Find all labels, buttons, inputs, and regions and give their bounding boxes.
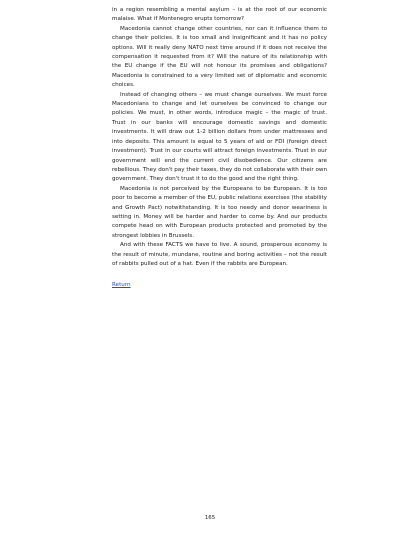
return-link[interactable]: Return (112, 282, 131, 289)
paragraph-5: And with these FACTS we have to live. A sound, prosperous economy is the result of minute, mundane, routine and boring activities – not the result of rabbits pulled out of a hat. Even if the rabbits are European. (112, 242, 327, 267)
document-page (112, 6, 327, 290)
paragraph-1: in a region resembling a mental asylum – is at the root of our economic malaise. What if Montenegro erupts tomorrow? (112, 7, 327, 23)
page-number: 165 (204, 515, 216, 521)
paragraph-4: Macedonia is not perceived by the Europeans to be European. It is too poor to become a member of the EU, public relations exercises (the stability and Growth Pact) notwithstanding. It is too needy and donor weariness is setting in. Money will be harder and harder to come by. And our products compete head on with European products protected and promoted by the strongest lobbies in Brussels. (112, 185, 327, 239)
paragraph-3: Instead of changing others – we must change ourselves. We must force Macedonians to change and let ourselves be convinced to change our policies. We must, in other words, introduce magic – the magic of trust. Trust in our banks will encourage domestic savings and domestic investments. It will draw out 1-2 billion dollars from under mattresses and into deposits. This amount is equal to 5 years of aid or FDI (foreign direct investment). Trust in our courts will attract foreign investments. Trust in our government will end the current civil disobedience. Our citizens are rebellious. They don't pay their taxes, they do not collaborate with their own government. They don't trust it to do the good and the right thing. (112, 91, 327, 183)
paragraph-2: Macedonia cannot change other countries, nor can it influence them to change their policies. It is too small and insignificant and it has no policy options. Will it really deny NATO next time around if it does not receive the compensation it requested from it? Will the nature of its relationship with the EU change if the EU will not honour its promises and obligations? Macedonia is constrained to a very limited set of diplomatic and economic choices. (112, 25, 327, 89)
